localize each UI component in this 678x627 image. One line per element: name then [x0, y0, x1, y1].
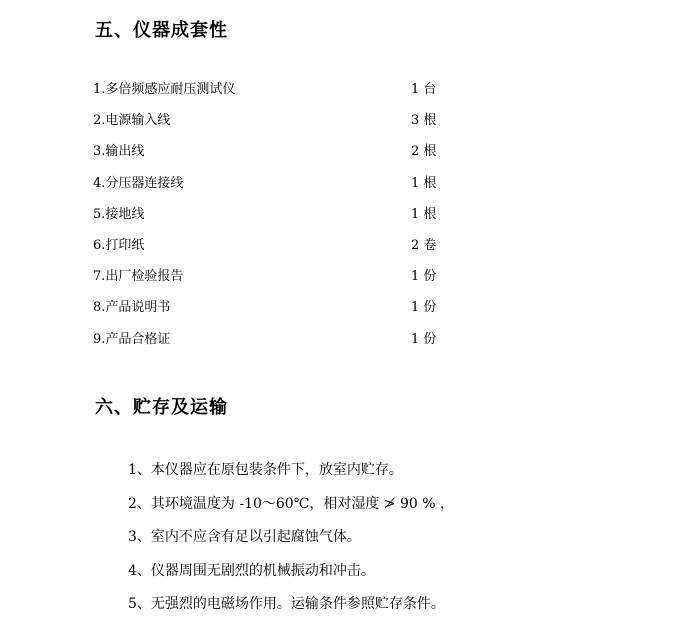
list-item	[93, 267, 493, 298]
item-name: 2.电源输入线	[93, 113, 171, 129]
list-item	[93, 298, 493, 329]
item-quantity: 1 台	[411, 82, 437, 97]
item-quantity: 2 卷	[411, 237, 437, 253]
item-quantity: 1 份	[411, 300, 437, 316]
list-item	[93, 205, 493, 236]
item-name: 5.接地线	[93, 206, 145, 222]
list-item: 3、室内不应含有足以引起腐蚀气体。	[128, 529, 361, 545]
item-quantity: 2 根	[411, 144, 437, 160]
list-item: 2、其环境温度为 -10～60℃，相对湿度 ≯ 90 % ，	[128, 495, 455, 512]
list-item	[93, 236, 493, 267]
item-name: 8.产品说明书	[93, 300, 171, 316]
list-item: 5、无强烈的电磁场作用。运输条件参照贮存条件。	[128, 596, 445, 612]
storage-conditions-list	[128, 459, 648, 627]
item-quantity: 1 份	[411, 269, 437, 285]
list-item	[93, 111, 493, 142]
accessory-list	[93, 80, 493, 361]
item-name: 9.产品合格证	[93, 331, 171, 347]
item-quantity: 1 根	[411, 175, 437, 191]
item-name: 3.输出线	[93, 144, 145, 160]
item-name: 1.多倍频感应耐压测试仪	[93, 82, 236, 97]
list-item	[93, 142, 493, 173]
list-item: 4、仪器周围无剧烈的机械振动和冲击。	[128, 562, 375, 579]
item-name: 4.分压器连接线	[93, 175, 184, 191]
item-quantity: 1 根	[411, 206, 437, 222]
item-quantity: 1 份	[411, 331, 437, 347]
item-name: 6.打印纸	[93, 237, 145, 253]
list-item	[93, 330, 493, 361]
item-name: 7.出厂检验报告	[93, 269, 184, 285]
list-item	[93, 80, 493, 111]
item-quantity: 3 根	[411, 113, 437, 129]
list-item: 1、本仪器应在原包装条件下，放室内贮存。	[128, 462, 403, 478]
section-heading-storage-transport: 六、贮存及运输	[95, 397, 228, 418]
section-heading-accessories: 五、仪器成套性	[95, 20, 228, 41]
list-item	[93, 174, 493, 205]
